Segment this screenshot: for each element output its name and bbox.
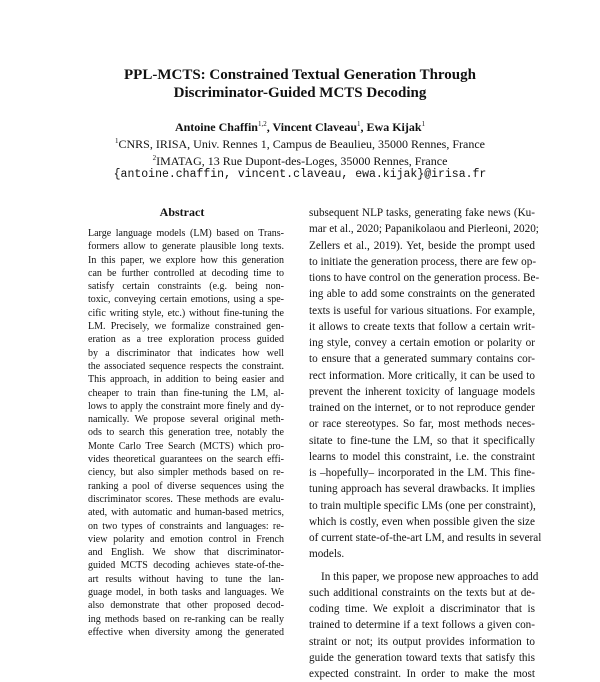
title-line-1: PPL-MCTS: Constrained Textual Generation Through [60,66,540,84]
abstract-line: also demonstrate that other proposed decod- [88,599,284,612]
abstract-line: can be further controlled at decoding time to [88,267,284,280]
abstract-line: Large language models (LM) based on Trans- [88,227,284,240]
author-emails: {antoine.chaffin, vincent.claveau, ewa.kijak}@irisa.fr [60,168,540,182]
author-2: , Vincent Claveau [267,120,357,134]
abstract-line: LM. Precisely, we formalize constrained gen- [88,320,284,333]
intro-paragraph-1 [309,205,535,563]
abstract-line: effective when diversity among the generated [88,626,284,639]
affiliation-2-mark: 2 [153,154,157,162]
intro-line: In this paper, we propose new approaches to add [309,569,535,585]
intro-line: of current state-of-the-art LM, and results in several [309,530,535,546]
abstract-line: by a discriminator that indicates how well [88,347,284,360]
intro-line: guide the generation toward texts that satisfy this [309,650,535,666]
author-names [60,117,540,134]
intro-line: texts is useful for various situations. For example, [309,303,535,319]
intro-line: such additional constraints on the texts but at de- [309,585,535,601]
author-2-affil: 1 [357,120,361,128]
abstract-line: art results without having to tune the lan- [88,573,284,586]
abstract-line: This approach, in addition to being easier and [88,373,284,386]
intro-line: ing able to add some constraints on the generated [309,286,535,302]
introduction-column [309,205,535,682]
abstract-line: cific writing style, etc.) without fine-tuning the [88,307,284,320]
abstract-line: formers allow to generate plausible long texts. [88,240,284,253]
intro-line: tuning approach has several drawbacks. It implies [309,481,535,497]
intro-line: ing style, convey a certain emotion or polarity or [309,335,535,351]
title-line-2: Discriminator-Guided MCTS Decoding [60,84,540,102]
intro-line: it allows to create texts that follow a certain writ- [309,319,535,335]
intro-line: trained to determine if a text follows a given con- [309,617,535,633]
intro-line: coding time. We exploit a discriminator that is [309,601,535,617]
affiliation-1-text: CNRS, IRISA, Univ. Rennes 1, Campus de Beaulieu, 35000 Rennes, France [118,137,485,151]
abstract-line: the associated sequence respects the constraint. [88,360,284,373]
abstract-heading: Abstract [57,205,307,220]
intro-line: sitate to fine-tune the LM, so that it specifically [309,433,535,449]
abstract-line: view polarity and emotion control in French [88,533,284,546]
abstract-line: toxic, conveying certain emotions, using a spe- [88,293,284,306]
author-1: Antoine Chaffin [175,120,258,134]
affiliation-1 [60,134,540,151]
intro-line: to ensure that a generated summary contains cor- [309,351,535,367]
abstract-body [88,227,284,639]
abstract-line: and English. We show that discriminator- [88,546,284,559]
intro-line: rect information. More critically, it can be used to [309,368,535,384]
intro-line: subsequent NLP tasks, generating fake news (Ku- [309,205,535,221]
author-3-affil: 1 [422,120,426,128]
intro-line: or race stereotypes. So far, most methods neces- [309,416,535,432]
abstract-line: ods to search this generation tree, notably the [88,426,284,439]
abstract-line: guage model, in both tasks and languages. We [88,586,284,599]
intro-line: expected constraint. In order to make the most [309,666,535,682]
author-1-affil: 1,2 [258,120,267,128]
abstract-line: cheaper to train than fine-tuning the LM, al- [88,387,284,400]
abstract-line: ciency, but also simpler methods based on re- [88,466,284,479]
affiliation-2-text: IMATAG, 13 Rue Dupont-des-Loges, 35000 Rennes, France [156,154,447,168]
abstract-line: vides theoretical guarantees on the search effi- [88,453,284,466]
intro-line: to initiate the generation process, there are few op- [309,254,535,270]
intro-line: Zellers et al., 2019). Yet, beside the prompt used [309,238,535,254]
author-3: , Ewa Kijak [361,120,422,134]
abstract-line: on two types of constraints and languages: re- [88,520,284,533]
intro-line: prevent the inherent toxicity of language models [309,384,535,400]
abstract-line: namically. We propose several original meth- [88,413,284,426]
intro-line: trained on the internet, or to not reproduce gender [309,400,535,416]
abstract-line: lows to apply the constraint more finely and dy- [88,400,284,413]
affiliation-2 [60,151,540,168]
abstract-line: ing methods based on re-ranking can be really [88,613,284,626]
abstract-line: guided MCTS decoding achieves state-of-the- [88,559,284,572]
abstract-line: eration as a tree exploration process guided [88,333,284,346]
abstract-line: Monte Carlo Tree Search (MCTS) which pro- [88,440,284,453]
intro-line: models. [309,546,535,562]
intro-line: which is costly, even when possible given the size [309,514,535,530]
author-block [60,117,540,182]
intro-line: to train multiple specific LMs (one per constraint), [309,498,535,514]
intro-line: mar et al., 2020; Papanikolaou and Pierleoni, 2020; [309,221,535,237]
abstract-line: ated, with automatic and human-based metrics, [88,506,284,519]
affiliation-1-mark: 1 [115,137,119,145]
paper-title [60,66,540,102]
abstract-line: discriminator scores. These methods are evalu- [88,493,284,506]
abstract-line: ranking a pool of diverse sequences using the [88,480,284,493]
intro-line: tions to have control on the generation process. Be- [309,270,535,286]
abstract-line: satisfy certain constraints (e.g. being non- [88,280,284,293]
intro-line: learns to model this constraint, i.e. the constraint [309,449,535,465]
abstract-line: In this paper, we explore how this generation [88,254,284,267]
intro-line: is –hopefully– incorporated in the LM. This fine- [309,465,535,481]
intro-line: straint or not; its output provides information to [309,634,535,650]
intro-paragraph-2 [309,569,535,682]
